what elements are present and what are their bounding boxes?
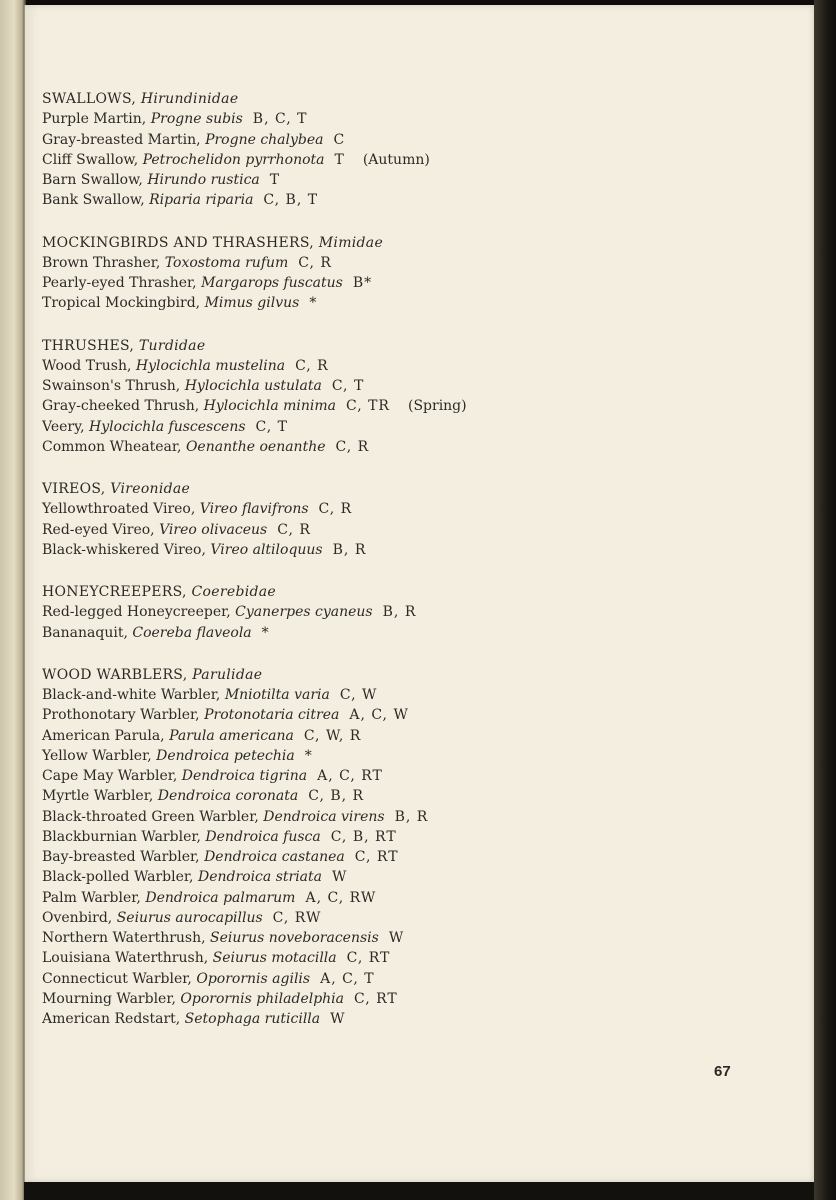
status-codes: C <box>333 131 346 148</box>
species-common-name: American Parula, <box>42 727 165 744</box>
species-scientific-name: Oenanthe oenanthe <box>185 438 326 455</box>
species-scientific-name: Progne chalybea <box>205 131 324 148</box>
species-scientific-name: Toxostoma rufum <box>164 254 289 271</box>
species-entry <box>42 827 742 847</box>
species-scientific-name: Dendroica petechia <box>156 747 295 764</box>
family-heading <box>42 336 742 356</box>
species-common-name: Yellow Warbler, <box>42 747 152 764</box>
species-scientific-name: Petrochelidon pyrrhonota <box>142 151 325 168</box>
species-common-name: Red-eyed Vireo, <box>42 521 155 538</box>
species-entry <box>42 540 742 560</box>
species-scientific-name: Seiurus motacilla <box>212 950 337 967</box>
species-scientific-name: Setophaga ruticilla <box>184 1011 321 1027</box>
species-common-name: Pearly-eyed Thrasher, <box>42 275 197 291</box>
species-entry <box>42 602 742 622</box>
family-heading <box>42 479 742 499</box>
species-scientific-name: Progne subis <box>150 111 243 128</box>
species-common-name: Black-throated Green Warbler, <box>42 808 259 825</box>
family-section <box>42 89 742 211</box>
species-scientific-name: Hylocichla ustulata <box>184 378 322 394</box>
species-scientific-name: Dendroica striata <box>197 869 322 886</box>
status-codes: A, C, RT <box>317 768 383 784</box>
species-scientific-name: Oporornis agilis <box>196 970 311 987</box>
species-common-name: Ovenbird, <box>42 909 113 926</box>
family-latin-name: Coerebidae <box>191 584 276 600</box>
family-latin-name: Hirundinidae <box>140 91 239 107</box>
page-number: 67 <box>714 1063 731 1080</box>
species-scientific-name: Mimus gilvus <box>204 295 300 312</box>
species-entry <box>42 170 742 190</box>
status-codes: T <box>269 172 281 188</box>
status-codes: A, C, W <box>349 707 409 724</box>
status-codes: B, C, T <box>252 111 308 128</box>
family-section <box>42 336 742 458</box>
species-common-name: Gray-cheeked Thrush, <box>42 398 200 415</box>
family-heading <box>42 233 742 253</box>
status-codes: C, RT <box>354 849 399 865</box>
species-common-name: Black-polled Warbler, <box>42 869 194 886</box>
species-scientific-name: Vireo olivaceus <box>159 521 268 538</box>
species-common-name: Louisiana Waterthrush, <box>42 950 209 967</box>
species-common-name: Yellowthroated Vireo, <box>42 501 196 518</box>
species-entry <box>42 520 742 540</box>
species-entry <box>42 807 742 827</box>
species-scientific-name: Dendroica fusca <box>205 828 321 845</box>
status-codes: C, R <box>277 521 311 538</box>
species-common-name: Cape May Warbler, <box>42 768 178 784</box>
family-heading <box>42 582 742 602</box>
family-heading <box>42 89 742 109</box>
page-edge-shadow <box>814 0 836 1200</box>
status-codes: W <box>388 930 405 946</box>
species-common-name: Northern Waterthrush, <box>42 930 206 946</box>
species-scientific-name: Dendroica virens <box>263 808 385 825</box>
status-codes: * <box>261 624 270 641</box>
status-codes: B, R <box>394 808 429 825</box>
species-scientific-name: Seiurus aurocapillus <box>116 909 263 926</box>
species-entry <box>42 396 742 416</box>
status-codes: T <box>334 151 345 168</box>
species-common-name: Brown Thrasher, <box>42 254 161 271</box>
status-codes: A, C, RW <box>305 889 377 906</box>
species-common-name: Bay-breasted Warbler, <box>42 849 200 865</box>
status-codes: C, R <box>335 438 370 455</box>
species-entry <box>42 948 742 968</box>
species-entry <box>42 293 742 313</box>
status-codes: B, R <box>332 541 367 558</box>
species-common-name: Connecticut Warbler, <box>42 970 192 987</box>
family-common-name: VIREOS, <box>42 481 106 497</box>
species-scientific-name: Hylocichla mustelina <box>135 357 286 374</box>
species-common-name: Veery, <box>42 418 85 435</box>
status-codes: C, R <box>295 357 329 374</box>
species-scientific-name: Vireo flavifrons <box>199 501 309 518</box>
species-common-name: Palm Warbler, <box>42 889 141 906</box>
status-codes: C, TR <box>345 398 390 415</box>
species-common-name: Barn Swallow, <box>42 172 143 188</box>
species-entry <box>42 685 742 705</box>
status-codes: W <box>330 1011 346 1027</box>
family-section <box>42 233 742 314</box>
status-codes: B, R <box>382 604 417 621</box>
status-codes: * <box>304 747 313 764</box>
species-entry <box>42 437 742 457</box>
bottom-edge-shadow <box>24 1182 814 1200</box>
species-entry <box>42 190 742 210</box>
species-scientific-name: Dendroica tigrina <box>181 768 308 784</box>
family-common-name: THRUSHES, <box>42 337 135 354</box>
species-scientific-name: Hylocichla fuscescens <box>89 418 246 435</box>
seasonal-note: (Spring) <box>407 398 467 415</box>
species-entry <box>42 928 742 948</box>
status-codes: C, R <box>318 501 353 518</box>
status-codes: C, B, RT <box>330 828 397 845</box>
species-common-name: Black-whiskered Vireo, <box>42 541 206 558</box>
book-spine <box>0 0 26 1200</box>
status-codes: * <box>309 295 318 312</box>
species-common-name: Tropical Mockingbird, <box>42 295 201 312</box>
species-entry <box>42 908 742 928</box>
family-latin-name: Parulidae <box>192 666 263 683</box>
family-section <box>42 582 742 643</box>
species-common-name: Cliff Swallow, <box>42 151 139 168</box>
species-common-name: Gray-breasted Martin, <box>42 131 201 148</box>
species-common-name: Black-and-white Warbler, <box>42 687 221 703</box>
species-common-name: Myrtle Warbler, <box>42 788 154 805</box>
species-common-name: Blackburnian Warbler, <box>42 828 201 845</box>
species-entry <box>42 766 742 786</box>
status-codes: C, R <box>298 254 332 271</box>
species-scientific-name: Mniotilta varia <box>224 687 330 703</box>
status-codes: C, RT <box>346 950 391 967</box>
species-common-name: Bananaquit, <box>42 624 128 641</box>
species-entry <box>42 888 742 908</box>
species-entry <box>42 273 742 293</box>
status-codes: C, W <box>339 687 378 703</box>
species-common-name: American Redstart, <box>42 1011 181 1027</box>
species-common-name: Prothonotary Warbler, <box>42 707 200 724</box>
status-codes: A, C, T <box>320 970 375 987</box>
species-entry <box>42 705 742 725</box>
species-entry <box>42 786 742 806</box>
species-scientific-name: Dendroica coronata <box>157 788 299 805</box>
family-common-name: WOOD WARBLERS, <box>42 666 188 683</box>
family-common-name: SWALLOWS, <box>42 91 137 107</box>
family-heading <box>42 665 742 685</box>
species-entry <box>42 969 742 989</box>
species-scientific-name: Parula americana <box>169 727 294 744</box>
status-codes: C, T <box>255 418 288 435</box>
species-scientific-name: Oporornis philadelphia <box>180 990 345 1007</box>
seasonal-note: (Autumn) <box>362 151 430 168</box>
species-entry <box>42 253 742 273</box>
species-entry <box>42 847 742 867</box>
species-entry <box>42 499 742 519</box>
species-common-name: Bank Swallow, <box>42 192 145 209</box>
species-common-name: Swainson's Thrush, <box>42 378 181 394</box>
species-scientific-name: Seiurus noveboracensis <box>210 930 379 946</box>
family-latin-name: Turdidae <box>138 337 206 354</box>
species-scientific-name: Dendroica palmarum <box>145 889 296 906</box>
species-scientific-name: Margarops fuscatus <box>201 275 343 291</box>
family-common-name: HONEYCREEPERS, <box>42 584 187 600</box>
status-codes: W <box>332 869 348 886</box>
species-entry <box>42 417 742 437</box>
status-codes: C, B, T <box>263 192 319 209</box>
species-scientific-name: Dendroica castanea <box>204 849 345 865</box>
species-entry <box>42 726 742 746</box>
family-common-name: MOCKINGBIRDS AND THRASHERS, <box>42 234 315 251</box>
species-scientific-name: Vireo altiloquus <box>210 541 323 558</box>
species-entry <box>42 150 742 170</box>
species-scientific-name: Riparia riparia <box>149 192 254 209</box>
species-entry <box>42 746 742 766</box>
status-codes: C, W, R <box>303 727 362 744</box>
species-common-name: Red-legged Honeycreeper, <box>42 604 231 621</box>
status-codes: C, RT <box>354 990 398 1007</box>
bird-checklist <box>42 89 742 1051</box>
species-entry <box>42 1009 742 1029</box>
family-section <box>42 479 742 560</box>
species-common-name: Wood Trush, <box>42 357 132 374</box>
species-entry <box>42 623 742 643</box>
species-entry <box>42 356 742 376</box>
species-scientific-name: Protonotaria citrea <box>204 707 340 724</box>
status-codes: C, RW <box>272 909 322 926</box>
status-codes: C, B, R <box>308 788 365 805</box>
species-scientific-name: Cyanerpes cyaneus <box>235 604 373 621</box>
species-entry <box>42 867 742 887</box>
species-scientific-name: Hylocichla minima <box>203 398 336 415</box>
family-section <box>42 665 742 1030</box>
species-entry <box>42 130 742 150</box>
family-latin-name: Vireonidae <box>110 481 191 497</box>
status-codes: C, T <box>331 378 365 394</box>
species-entry <box>42 109 742 129</box>
species-common-name: Common Wheatear, <box>42 438 182 455</box>
species-entry <box>42 376 742 396</box>
status-codes: B* <box>352 275 373 291</box>
species-entry <box>42 989 742 1009</box>
species-scientific-name: Hirundo rustica <box>147 172 260 188</box>
species-common-name: Mourning Warbler, <box>42 990 176 1007</box>
species-scientific-name: Coereba flaveola <box>132 624 252 641</box>
species-common-name: Purple Martin, <box>42 111 147 128</box>
family-latin-name: Mimidae <box>318 234 384 251</box>
